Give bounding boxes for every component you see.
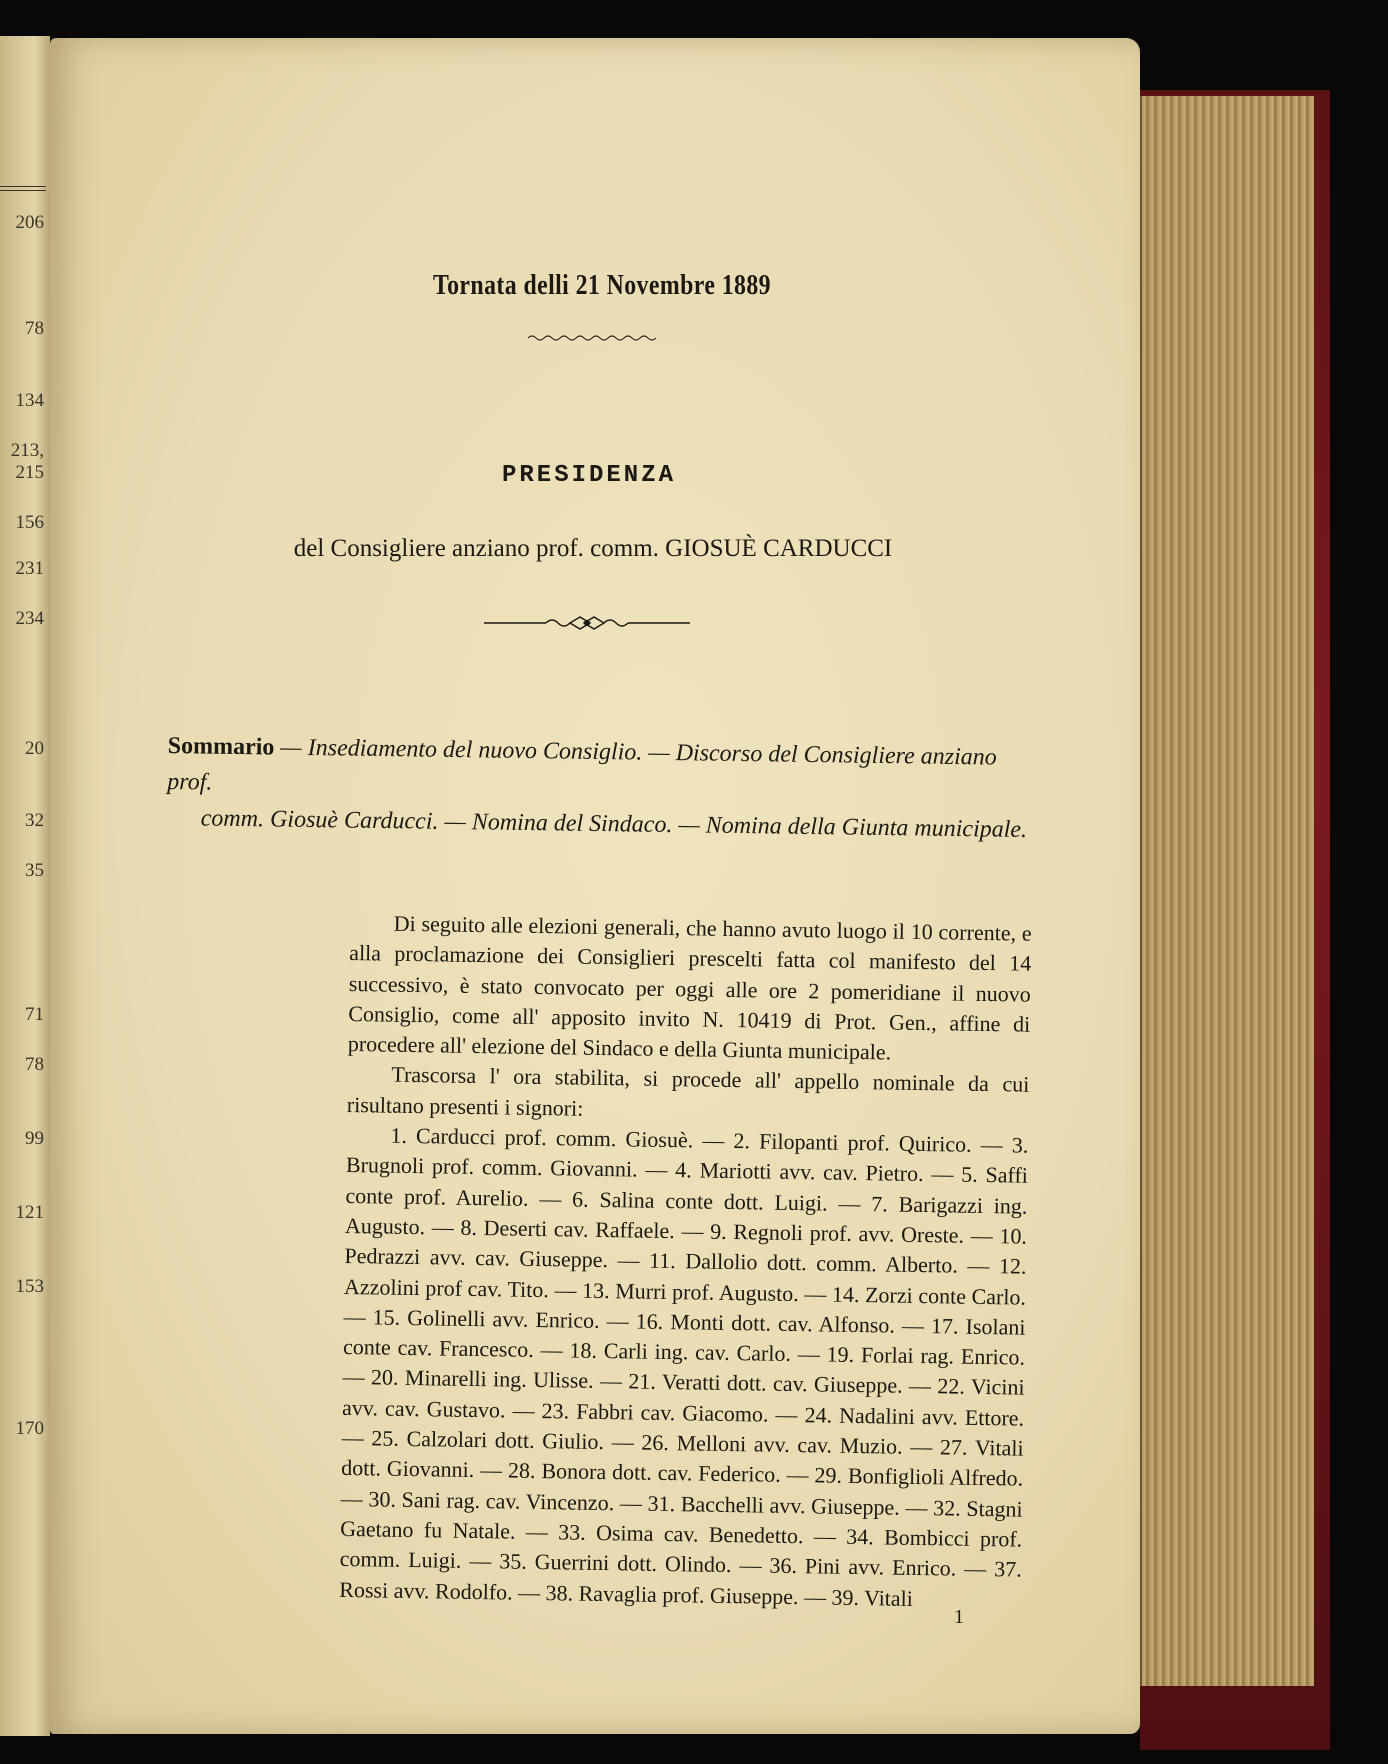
page-stack-edges <box>1140 96 1314 1686</box>
page-number: 1 <box>954 1606 964 1628</box>
previous-page-edge <box>0 36 50 1736</box>
margin-number: 215 <box>15 462 44 483</box>
margin-number: 134 <box>15 390 44 411</box>
margin-number: 206 <box>15 212 44 233</box>
document-page <box>50 38 1140 1734</box>
left-page-rule <box>0 186 46 191</box>
attendance-list: 1. Carducci prof. comm. Giosuè. — 2. Filopanti prof. Quirico. — 3. Brugnoli prof. comm. Giovanni. — 4. Mariotti avv. cav. Pietro. — 5. Saffi conte prof. Aurelio. — 6. Salina conte dott. Luigi. — 7. Barigazzi ing. Augusto. — 8. Deserti cav. Raffaele. — 9. Regnoli prof. avv. Oreste. — 10. Pedrazzi avv. cav. Giuseppe. — 11. Dallolio dott. comm. Alberto. — 12. Azzolini prof cav. Tito. — 13. Murri prof. Augusto. — 14. Zorzi conte Carlo. — 15. Golinelli avv. Enrico. — 16. Monti dott. cav. Alfonso. — 17. Isolani conte cav. Francesco. — 18. Carli ing. cav. Carlo. — 19. Forlai rag. Enrico. — 20. Minarelli ing. Ulisse. — 21. Veratti dott. cav. Giuseppe. — 22. Vicini avv. cav. Gustavo. — 23. Fabbri cav. Giacomo. — 24. Nadalini avv. Ettore. — 25. Calzolari dott. Giulio. — 26. Melloni avv. cav. Muzio. — 27. Vitali dott. Giovanni. — 28. Bonora dott. cav. Federico. — 29. Bonfiglioli Alfredo. — 30. Sani rag. cav. Vincenzo. — 31. Bacchelli avv. Giuseppe. — 32. Stagni Gaetano fu Natale. — 33. Osima cav. Benedetto. — 34. Bombicci prof. comm. Luigi. — 35. Guerrini dott. Olindo. — 36. Pini avv. Enrico. — 37. Rossi avv. Rodolfo. — 38. Ravaglia prof. Giuseppe. — 39. Vitali <box>339 1122 1029 1611</box>
margin-number: 170 <box>15 1418 44 1439</box>
wavy-rule <box>528 333 660 343</box>
page-title: Tornata delli 21 Novembre 1889 <box>432 270 772 301</box>
summary-label: Sommario <box>167 732 275 761</box>
minutes-body <box>339 908 1032 1615</box>
summary-line-1: — Insediamento del nuovo Consiglio. — Discorso del Consigliere anziano prof. <box>167 734 997 796</box>
margin-number: 20 <box>25 738 44 759</box>
margin-number: 121 <box>15 1202 44 1223</box>
margin-number: 71 <box>25 1004 44 1025</box>
margin-number: 99 <box>25 1128 44 1149</box>
margin-number: 35 <box>25 860 44 881</box>
margin-number: 153 <box>15 1276 44 1297</box>
paragraph: Di seguito alle elezioni generali, che hanno avuto luogo il 10 corrente, e alla proclamazione dei Consiglieri prescelti fatta col manifesto del 14 successivo, è stato convocato per oggi alle ore 2 pomeridiane il nuovo Consiglio, come all' apposito invito N. 10419 di Prot. Gen., affine di procedere all' elezione del Sindaco e della Giunta municipale. <box>347 910 1032 1065</box>
margin-number: 213, <box>10 440 44 461</box>
summary-block <box>166 728 1047 848</box>
margin-number: 231 <box>15 558 44 579</box>
paragraph: Trascorsa l' ora stabilita, si procede all' appello nominale da cui risultano presenti i signori: <box>346 1062 1030 1121</box>
margin-number: 234 <box>15 608 44 629</box>
presidenza-heading: PRESIDENZA <box>501 462 677 489</box>
summary-line-2: comm. Giosuè Carducci. — Nomina del Sindaco. — Nomina della Giunta municipale. <box>200 805 1028 844</box>
margin-number: 32 <box>25 810 44 831</box>
presiding-councillor: del Consigliere anziano prof. comm. GIOSUÈ CARDUCCI <box>293 535 893 562</box>
ornament-divider <box>484 614 690 632</box>
margin-number: 78 <box>25 1054 44 1075</box>
margin-number: 78 <box>25 318 44 339</box>
margin-number: 156 <box>15 512 44 533</box>
